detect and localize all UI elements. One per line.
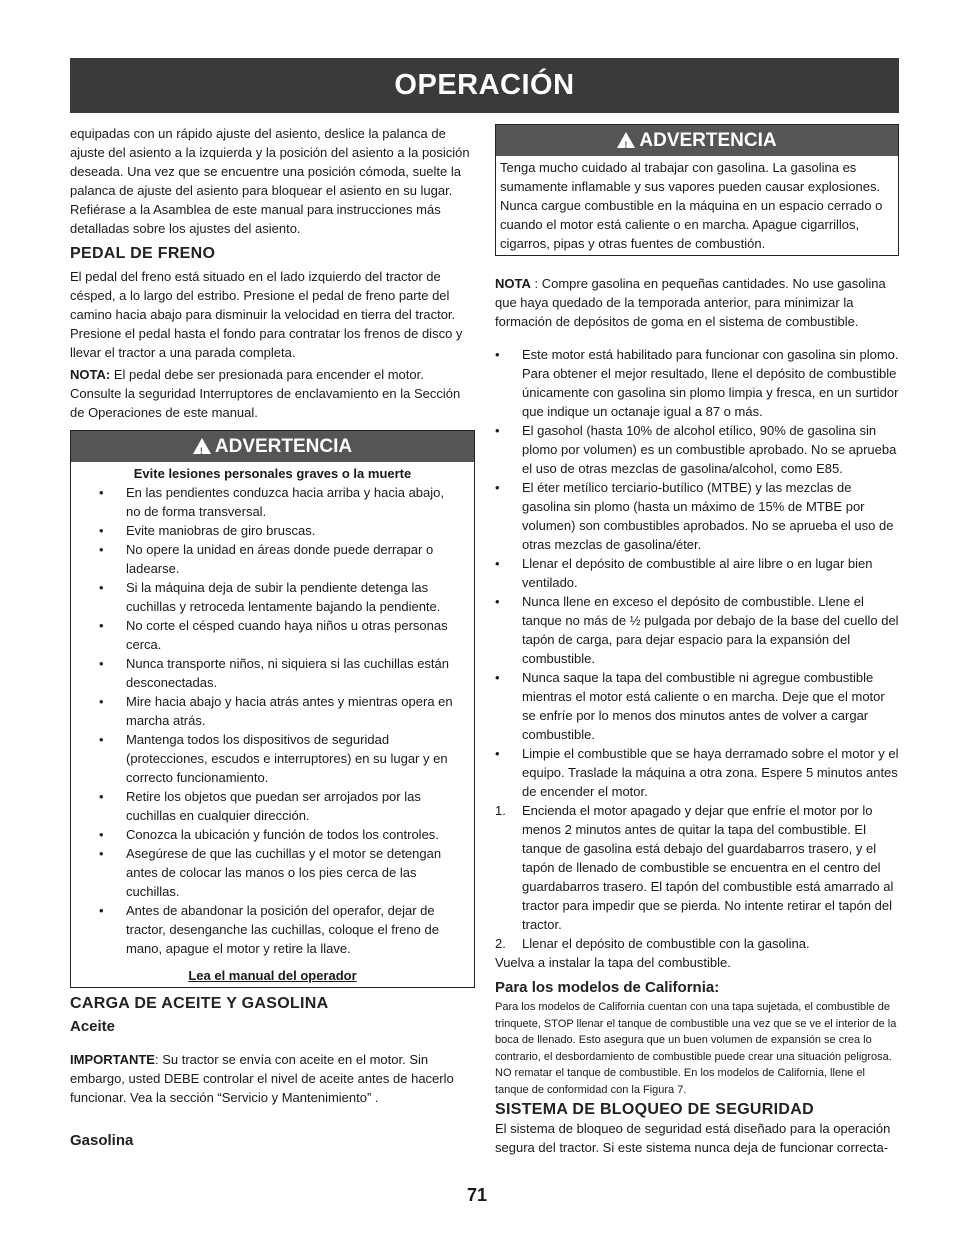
slope-warning-item: • Mantenga todos los dispositivos de seguridad (protecciones, escudos e interruptores) en su lugar y en correcto funcionamiento.	[71, 730, 474, 787]
fuel-warning-text: Tenga mucho cuidado al trabajar con gasolina. La gasolina es sumamente inflamable y sus vapores pueden causar explosiones. Nunca cargue combustible en la máquina en un espacio cerrado o cuando el motor está caliente o en marcha. Apague cigarrillos, cigarros, pipas y otras fuentes de combustión.	[500, 160, 883, 251]
important-label: IMPORTANTE	[70, 1052, 155, 1067]
slope-warning-item: • Asegúrese de que las cuchillas y el motor se detengan antes de colocar las manos o los pies cerca de las cuchillas.	[71, 844, 474, 901]
slope-warning-item: • Antes de abandonar la posición del operafor, dejar de tractor, desenganche las cuchillas, coloque el freno de mano, apague el motor y retire la llave.	[71, 901, 474, 958]
brake-heading: PEDAL DE FRENO	[70, 245, 216, 262]
reinstall-cap-text: Vuelva a instalar la tapa del combustible.	[495, 955, 731, 970]
right-column	[495, 124, 899, 1157]
fuel-note	[495, 274, 899, 331]
california-heading: Para los modelos de California:	[495, 979, 720, 996]
warning-footer: Lea el manual del operador	[188, 968, 357, 983]
slope-warning-item: • Conozca la ubicación y función de todos los controles.	[71, 825, 474, 844]
slope-warning-header	[71, 431, 474, 462]
step-text: Llenar el depósito de combustible con la gasolina.	[522, 936, 810, 951]
fuel-step-item	[495, 934, 899, 953]
step-number: 1.	[495, 803, 506, 818]
step-number: 2.	[495, 936, 506, 951]
slope-warning-item: • En las pendientes conduzca hacia arriba y hacia abajo, no de forma transversal.	[71, 483, 474, 521]
page-title: OPERACIÓN	[70, 58, 899, 113]
important-text: : Su tractor se envía con aceite en el motor. Sin embargo, usted DEBE controlar el nivel de aceite antes de hacerlo funcionar. Vea la sección “Servicio y Mantenimiento” .	[70, 1052, 454, 1105]
gas-heading: Gasolina	[70, 1132, 134, 1149]
fuel-bullet-item: • Nunca saque la tapa del combustible ni agregue combustible mientras el motor está caliente o en marcha. Deje que el motor se enfríe por lo menos dos minutos antes de volver a cargar combustible.	[495, 668, 899, 744]
fuel-bullet-item: • Limpie el combustible que se haya derramado sobre el motor y el equipo. Traslade la máquina a otra zona. Espere 5 minutos antes de encender el motor.	[495, 744, 899, 801]
fuel-heading: CARGA DE ACEITE Y GASOLINA	[70, 995, 329, 1012]
slope-warning-item: • No opere la unidad en áreas donde puede derrapar o ladearse.	[71, 540, 474, 578]
note-text: El pedal debe ser presionada para encender el motor. Consulte la seguridad Interruptores de enclavamiento en la Sección de Operaciones de este manual.	[70, 367, 461, 420]
warning-triangle-icon: !	[617, 125, 639, 156]
slope-warning-item: • Evite maniobras de giro bruscas.	[71, 521, 474, 540]
warning-triangle-icon: !	[193, 431, 215, 462]
fuel-bullet-list	[495, 345, 899, 801]
california-paragraph: Para los modelos de California cuentan con una tapa sujetada, el combustible de trinquete, STOP llenar el tanque de combustible una vez que se ve el interior de la boca de llenado. Esto asegura que un buen volumen de expansión se crea lo contrario, el desbordamiento de combustible puede crear una situación peligrosa. NO rematar el tanque de combustible. En los modelos de California, llene el tanque de conformidad con la Figura 7.	[495, 1001, 897, 1096]
safety-lock-paragraph: El sistema de bloqueo de seguridad está diseñado para la operación segura del tractor. Si este sistema nunca deja de funcionar correcta-	[495, 1121, 891, 1155]
note-text: : Compre gasolina en pequeñas cantidades. No use gasolina que haya quedado de la temporada anterior, para minimizar la formación de depósitos de goma en el sistema de combustible.	[495, 276, 886, 329]
fuel-bullet-item: • Nunca llene en exceso el depósito de combustible. Llene el tanque no más de ½ pulgada por debajo de la base del cuello del tapón de carga, para dejar espacio para la expansión del combustible.	[495, 592, 899, 668]
fuel-warning-box	[495, 124, 899, 256]
fuel-step-item	[495, 801, 899, 934]
fuel-bullet-item: • El gasohol (hasta 10% de alcohol etílico, 90% de gasolina sin plomo por volumen) es un combustible aprobado. No se aprueba el uso de otras mezclas de gasolina/alcohol, como E85.	[495, 421, 899, 478]
brake-paragraph: El pedal del freno está situado en el lado izquierdo del tractor de césped, a lo largo del estribo. Presione el pedal de freno parte del camino hacia abajo para disminuir la velocidad en tierra del tractor. Presione el pedal hasta el fondo para contratar los frenos de disco y llevar el tractor a una parada completa.	[70, 269, 463, 360]
oil-paragraph	[70, 1050, 475, 1107]
fuel-bullet-item: • Llenar el depósito de combustible al aire libre o en lugar bien ventilado.	[495, 554, 899, 592]
slope-warning-item: • No corte el césped cuando haya niños u otras personas cerca.	[71, 616, 474, 654]
page-number: 71	[466, 1185, 488, 1205]
slope-warning-list	[71, 483, 474, 958]
left-column	[70, 124, 475, 1150]
step-text: Encienda el motor apagado y dejar que enfríe el motor por lo menos 2 minutos antes de quitar la tapa del combustible. El tanque de gasolina está debajo del guardabarros trasero, y el tapón de llenado de combustible se encuentra en el centro del guardabarros trasero. El tapón del combustible está amarrado al tractor para impedir que se pierda. No intente retirar el tapón del tractor.	[522, 803, 894, 932]
slope-warning-item: • Si la máquina deja de subir la pendiente detenga las cuchillas y retroceda lentamente bajando la pendiente.	[71, 578, 474, 616]
warning-title: ADVERTENCIA	[639, 130, 777, 151]
safety-lock-heading: SISTEMA DE BLOQUEO DE SEGURIDAD	[495, 1101, 814, 1118]
brake-note	[70, 365, 475, 422]
slope-warning-box	[70, 430, 475, 988]
fuel-steps-list	[495, 801, 899, 953]
slope-warning-item: • Nunca transporte niños, ni siquiera si las cuchillas están desconectadas.	[71, 654, 474, 692]
seat-intro-paragraph: equipadas con un rápido ajuste del asiento, deslice la palanca de ajuste del asiento a la izquierda y la posición del asiento a la posición deseada. Una vez que se encuentre una posición cómoda, suelte la palanca de ajuste del asiento para bloquear el asiento en su lugar. Refiérase a la Asamblea de este manual para instrucciones más detalladas sobre los ajustes del asiento.	[70, 126, 470, 236]
slope-warning-item: • Mire hacia abajo y hacia atrás antes y mientras opera en marcha atrás.	[71, 692, 474, 730]
note-label: NOTA	[495, 276, 531, 291]
slope-warning-item: • Retire los objetos que puedan ser arrojados por las cuchillas en cualquier dirección.	[71, 787, 474, 825]
warning-subtitle: Evite lesiones personales graves o la muerte	[133, 466, 412, 481]
fuel-warning-header	[496, 125, 898, 156]
fuel-bullet-item: • Este motor está habilitado para funcionar con gasolina sin plomo. Para obtener el mejor resultado, llene el depósito de combustible únicamente con gasolina sin plomo limpia y fresca, en un surtidor que indique un octanaje igual a 87 o más.	[495, 345, 899, 421]
oil-heading: Aceite	[70, 1018, 116, 1035]
note-label: NOTA:	[70, 367, 111, 382]
fuel-bullet-item: • El éter metílico terciario-butílico (MTBE) y las mezclas de gasolina sin plomo (hasta un máximo de 15% de MTBE por volumen) son combustibles aprobados. No se aprueba el uso de otras mezclas de gasolina/éter.	[495, 478, 899, 554]
warning-title: ADVERTENCIA	[214, 436, 353, 457]
